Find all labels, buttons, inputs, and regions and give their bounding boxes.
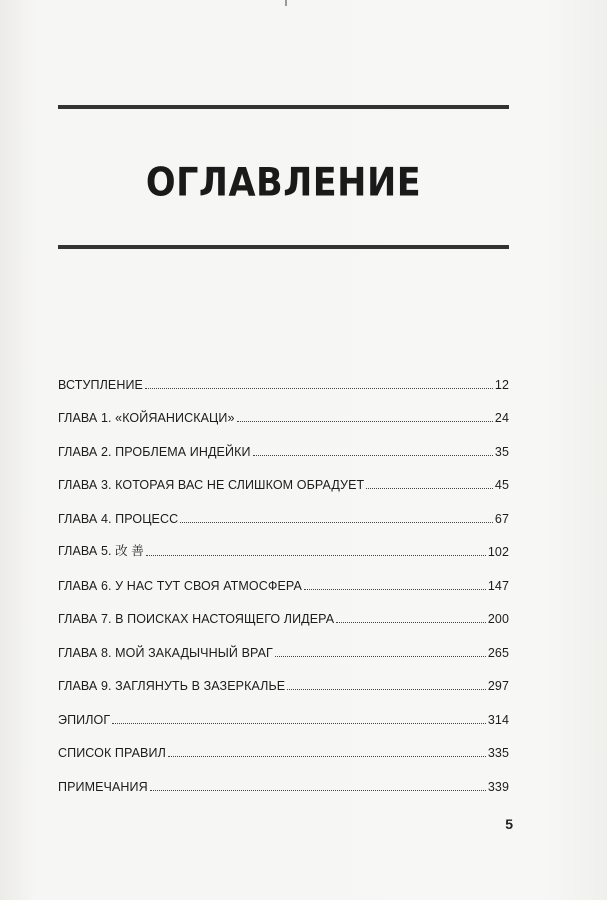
toc-entry <box>58 492 509 526</box>
toc-entry-label: ГЛАВА 1. «КОЙЯАНИСКАЦИ» <box>58 411 235 425</box>
toc-leader-dots <box>304 588 486 590</box>
toc-leader-dots <box>150 789 486 791</box>
toc-entry <box>58 425 509 459</box>
toc-leader-dots <box>168 755 486 757</box>
toc-entry-label: ГЛАВА 5. 改 善 <box>58 544 144 558</box>
toc-entry <box>58 358 509 392</box>
toc-entry <box>58 660 509 694</box>
toc-entry-page: 335 <box>487 746 509 760</box>
toc-leader-dots <box>180 521 493 523</box>
title-rule-bottom <box>58 245 509 249</box>
toc-leader-dots <box>366 487 493 489</box>
page-number: 5 <box>505 816 513 832</box>
toc-entry-page: 12 <box>494 377 509 392</box>
toc-leader-dots <box>146 554 486 556</box>
toc-entry-page: 297 <box>487 679 509 693</box>
toc-leader-dots <box>336 621 486 623</box>
toc-leader-dots <box>237 420 493 422</box>
toc-entry-label: ГЛАВА 4. ПРОЦЕСС <box>58 511 179 526</box>
toc-entry-label: ГЛАВА 2. ПРОБЛЕМА ИНДЕЙКИ <box>58 444 251 459</box>
toc-entry-page: 339 <box>487 779 509 794</box>
toc-entry <box>58 593 509 627</box>
toc-entry <box>58 459 509 493</box>
toc-entry-page: 102 <box>487 545 509 559</box>
page-edge-mark <box>285 0 287 6</box>
page-title: ОГЛАВЛЕНИЕ <box>145 160 422 206</box>
toc-leader-dots <box>145 387 493 389</box>
toc-entry <box>58 559 509 593</box>
toc-entry-label: ГЛАВА 8. МОЙ ЗАКАДЫЧНЫЙ ВРАГ <box>58 645 273 660</box>
toc-entry-page: 314 <box>487 712 509 727</box>
toc-entry-page: 265 <box>487 645 509 660</box>
toc-entry-label: ЭПИЛОГ <box>58 712 111 727</box>
toc-entry-label: ВСТУПЛЕНИЕ <box>58 377 143 392</box>
toc-entry <box>58 526 509 560</box>
toc-entry-page: 45 <box>494 478 509 492</box>
toc-leader-dots <box>112 722 486 724</box>
toc-entry-page: 67 <box>494 511 509 526</box>
title-rule-top <box>58 105 509 109</box>
table-of-contents <box>58 358 509 794</box>
toc-leader-dots <box>253 454 493 456</box>
toc-entry <box>58 727 509 761</box>
toc-entry-label: ГЛАВА 9. ЗАГЛЯНУТЬ В ЗАЗЕРКАЛЬЕ <box>58 679 286 693</box>
toc-entry-page: 200 <box>487 612 509 626</box>
toc-entry-page: 147 <box>487 578 509 593</box>
toc-leader-dots <box>275 655 486 657</box>
toc-entry-label: ГЛАВА 6. У НАС ТУТ СВОЯ АТМОСФЕРА <box>58 578 302 593</box>
toc-entry-label: СПИСОК ПРАВИЛ <box>58 746 166 760</box>
toc-entry <box>58 760 509 794</box>
toc-entry-label: ПРИМЕЧАНИЯ <box>58 779 148 794</box>
toc-leader-dots <box>287 688 486 690</box>
toc-entry <box>58 392 509 426</box>
toc-entry-page: 35 <box>494 444 509 459</box>
toc-entry <box>58 693 509 727</box>
toc-entry-label: ГЛАВА 7. В ПОИСКАХ НАСТОЯЩЕГО ЛИДЕРА <box>58 612 335 626</box>
toc-entry <box>58 626 509 660</box>
title-block <box>58 105 509 250</box>
toc-entry-label: ГЛАВА 3. КОТОРАЯ ВАС НЕ СЛИШКОМ ОБРАДУЕТ <box>58 478 365 492</box>
toc-entry-page: 24 <box>494 411 509 425</box>
